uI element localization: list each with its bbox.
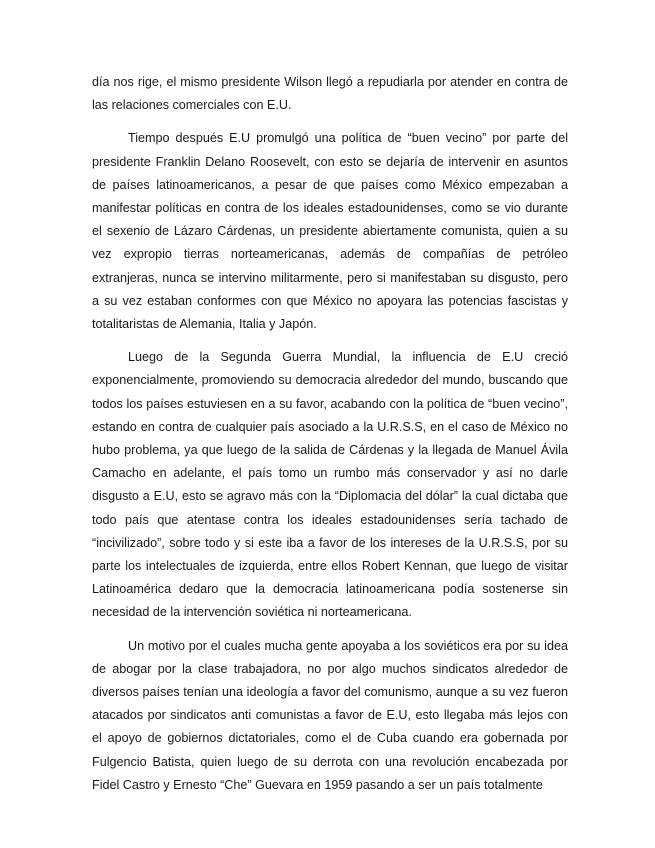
body-text <box>92 71 568 807</box>
paragraph-sindicatos: Un motivo por el cuales mucha gente apoyaba a los soviéticos era por su idea de abogar por la clase trabajadora, no por algo muchos sindicatos alrededor de diversos países tenían una ideología a favor del comunismo, aunque a su vez fueron atacados por sindicatos anti comunistas a favor de E.U, esto llegaba más lejos con el apoyo de gobiernos dictatoriales, como el de Cuba cuando era gobernada por Fulgencio Batista, quien luego de su derrota con una revolución encabezada por Fidel Castro y Ernesto “Che” Guevara en 1959 pasando a ser un país totalmente <box>92 638 568 792</box>
paragraph-buen-vecino: Tiempo después E.U promulgó una política de “buen vecino” por parte del presidente Franklin Delano Roosevelt, con esto se dejaría de intervenir en asuntos de países latinoamericanos, a pesar de que países como México empezaban a manifestar políticas en contra de los ideales estadounidenses, como se vio durante el sexenio de Lázaro Cárdenas, un presidente abiertamente comunista, quien a su vez expropio tierras norteamericanas, además de compañías de petróleo extranjeras, nunca se intervino militarmente, pero si manifestaban su disgusto, pero a su vez estaban conformes con que México no apoyara las potencias fascistas y totalitaristas de Alemania, Italia y Japón. <box>92 131 568 332</box>
paragraph-segunda-guerra: Luego de la Segunda Guerra Mundial, la influencia de E.U creció exponencialmente, promoviendo su democracia alrededor del mundo, buscando que todos los países estuviesen en a su favor, acabando con la política de “buen vecino”, estando en contra de cualquier país asociado a la U.R.S.S, en el caso de México no hubo problema, ya que luego de la salida de Cárdenas y la llegada de Manuel Ávila Camacho en adelante, el país tomo un rumbo más conservador y así no darle disgusto a E.U, esto se agravo más con la “Diplomacia del dólar” la cual dictaba que todo país que atentase contra los ideales estadounidenses sería tachado de “incivilizado”, sobre todo y si este iba a favor de los intereses de la U.R.S.S, por su parte los intelectuales de izquierda, entre ellos Robert Kennan, que luego de visitar Latinoamérica dedaro que la democracia latinoamericana podía sostenerse sin necesidad de la intervención soviética ni norteamericana. <box>92 350 568 620</box>
paragraph-continuation: día nos rige, el mismo presidente Wilson llegó a repudiarla por atender en contra de las relaciones comerciales con E.U. <box>92 75 568 113</box>
